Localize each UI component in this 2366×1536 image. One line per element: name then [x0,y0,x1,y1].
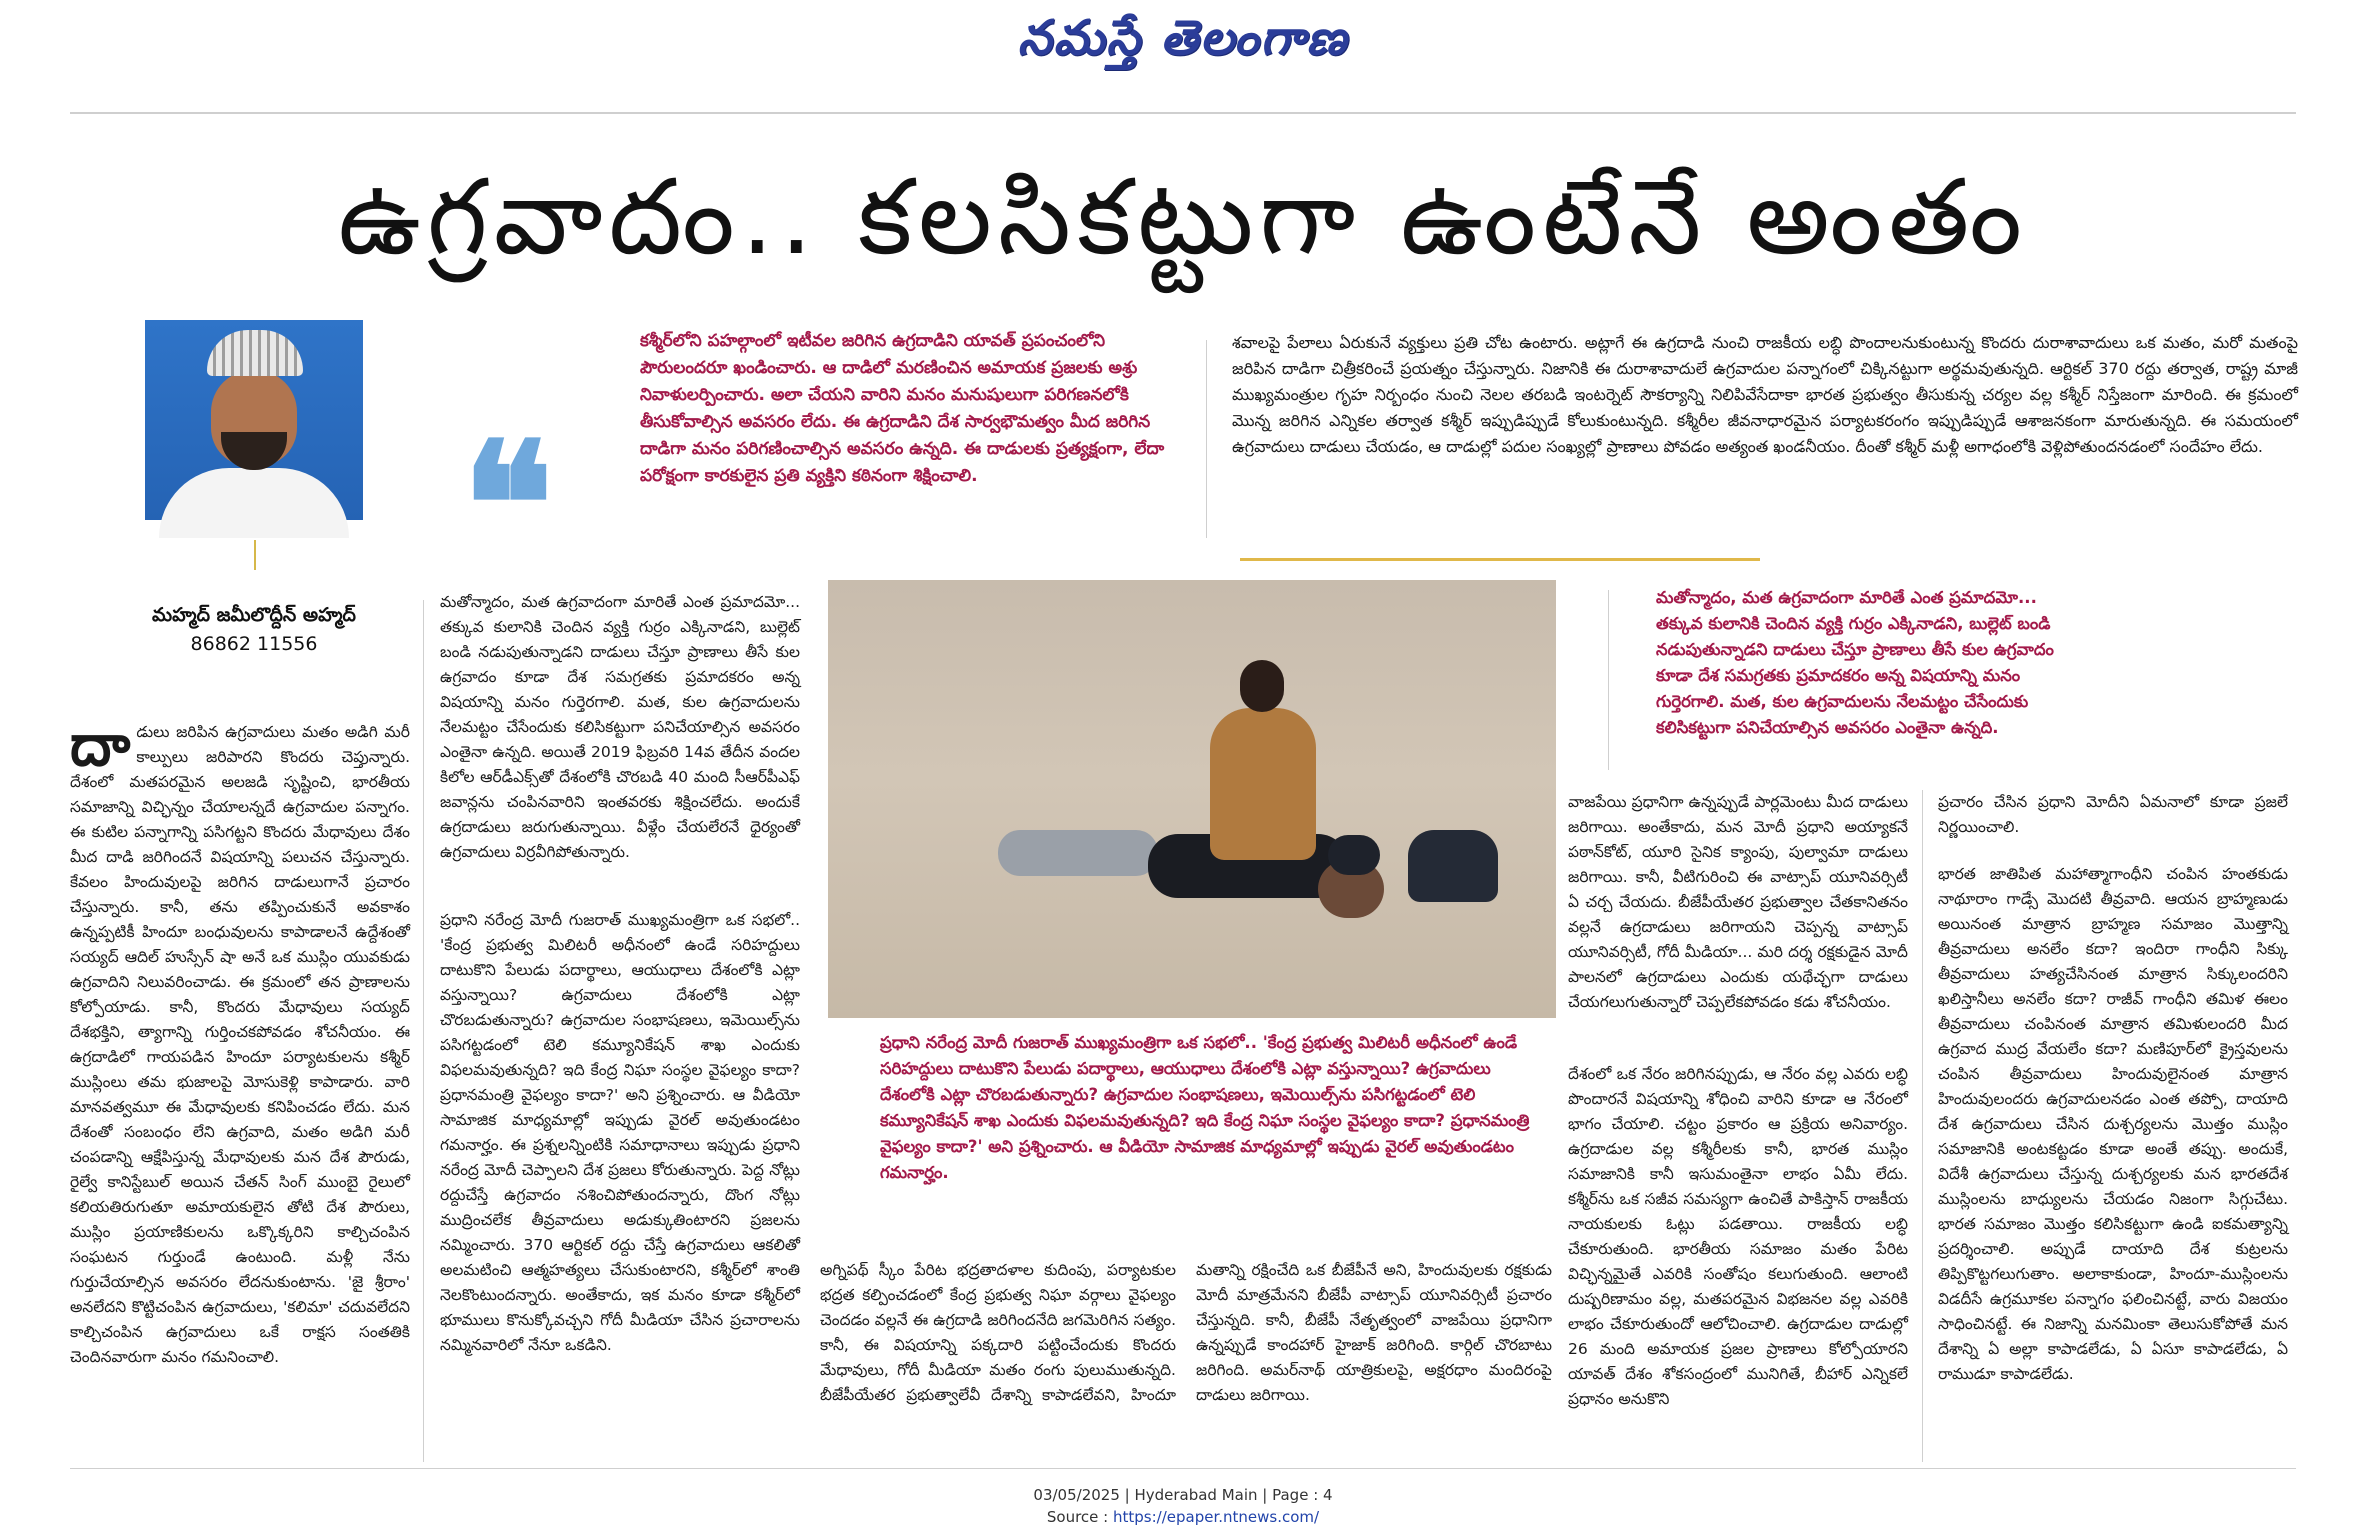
quote-marks-icon: ❝ [462,405,554,605]
footer-rule [70,1468,2296,1469]
news-photo [828,580,1556,1018]
column-4-para-2: దేశంలో ఒక నేరం జరిగినప్పుడు, ఆ నేరం వల్ల ఎవరు లబ్ధి పొందారనే విషయాన్ని శోధించి వారిని కూడా ఆ నేరంలో భాగం చేయాలి. చట్టం ప్రకారం ఆ ప్రక్రియ అనివార్యం. ఉగ్రదాడుల వల్ల కశ్మీరీలకు కానీ, భారత ముస్లిం సమాజానికి కానీ ఇసుమంతైనా లాభం ఏమీ లేదు. కశ్మీర్‌ను ఒక సజీవ సమస్యగా ఉంచితే పాకిస్తాన్ రాజకీయ నాయకులకు ఓట్లు పడతాయి. రాజకీయ లబ్ధి చేకూరుతుంది. భారతీయ సమాజం మతం పేరిట విచ్ఛిన్నమైతే ఎవరికి సంతోషం కలుగుతుంది. ఆలాంటి దుష్పరిణామం వల్ల, మతపరమైన విభజనల వల్ల ఎవరికి లాభం చేకూరుతుందో ఆలోచించాలి. ఉగ్రదాడుల దాడుల్లో 26 మంది అమాయక ప్రజల ప్రాణాలు కోల్పోయారని యావత్ దేశం శోకసంద్రంలో మునిగితే, బీహార్ ఎన్నికలే ప్రధానం అనుకొని [1568,1065,1908,1408]
column-divider [1922,790,1923,1462]
column-divider [1206,340,1207,538]
author-divider [254,540,256,570]
pull-quote-top: కశ్మీర్‌లోని పహల్గాంలో ఇటీవల జరిగిన ఉగ్రదాడిని యావత్ ప్రపంచంలోని పౌరులందరూ ఖండించారు. ఆ దాడిలో మరణించిన అమాయక ప్రజలకు అశ్రు నివాళులర్పించారు. అలా చేయని వారిని మనం మనుషులుగా పరిగణనలోకి తీసుకోవాల్సిన అవసరం లేదు. ఈ ఉగ్రదాడిని దేశ సార్వభౌమత్వం మీద జరిగిన దాడిగా మనం పరిగణించాల్సిన అవసరం ఉన్నది. ఈ దాడులకు ప్రత్యక్షంగా, లేదా పరోక్షంగా కారకులైన ప్రతి వ్యక్తిని కఠినంగా శిక్షించాలి. [640,331,1165,486]
column-1-body: డులు జరిపిన ఉగ్రవాదులు మతం అడిగి మరీ కాల్పులు జరిపారని కొందరు చెప్తున్నారు. దేశంలో మతపరమైన అలజడి సృష్టించి, భారతీయ సమాజాన్ని విచ్ఛిన్నం చేయాలన్నదే ఉగ్రవాదుల పన్నాగం. ఈ కుటిల పన్నాగాన్ని పసిగట్టని కొందరు మేధావులు దేశం మీద దాడి జరిగిందనే విషయాన్ని పలుచన చేస్తున్నారు. కేవలం హిందువులపై జరిగిన దాడులుగానే ప్రచారం చేస్తున్నారు. కానీ, తను తప్పించుకునే అవకాశం ఉన్నప్పటికీ హిందూ బంధువులను కాపాడాలనే ఉద్దేశంతో సయ్యద్ ఆదిల్ హుస్సేన్ షా అనే ఒక ముస్లిం యువకుడు ఉగ్రవాదిని నిలువరించాడు. ఈ క్రమంలో తన ప్రాణాలను కోల్పోయాడు. కానీ, కొందరు మేధావులు సయ్యద్ దేశభక్తిని, త్యాగాన్ని గుర్తించకపోవడం శోచనీయం. ఈ ఉగ్రదాడిలో గాయపడిన హిందూ పర్యాటకులను కశ్మీర్ ముస్లింలు తమ భుజాలపై మోసుకెళ్లి కాపాడారు. వారి మానవత్వమూ ఈ మేధావులకు కనిపించడం లేదు. మన దేశంతో సంబంధం లేని ఉగ్రవాది, మతం అడిగి మరీ చంపడాన్ని ఆక్షేపిస్తున్న మేధావులకు మన దేశ పౌరుడు, రైల్వే కానిస్టేబుల్ అయిన చేతన్ సింగ్ ముంబై రైలులో కలియతిరుగుతూ అమాయకులైన తోటి దేశ పౌరులు, ముస్లిం ప్రయాణికులను ఒక్కొక్కరిని కాల్చిచంపిన సంఘటన గుర్తుండే ఉంటుంది. మళ్లీ నేను గుర్తుచేయాల్సిన అవసరం లేదనుకుంటాను. 'జై శ్రీరాం' అనలేదని కొట్టిచంపిన ఉగ్రవాదులు, 'కలిమా' చదువలేదని కాల్చిచంపిన ఉగ్రవాదులు ఒకే రాక్షస సంతతికి చెందినవారుగా మనం గమనించాలి. [70,723,410,1366]
column-divider [1608,590,1609,770]
masthead-rule [70,112,2296,114]
headline: ఉగ్రవాదం.. కలసికట్టుగా ఉంటేనే అంతం [337,156,2029,278]
footer-dateline: 03/05/2025 | Hyderabad Main | Page : 4 [1033,1486,1333,1504]
masthead-logo: నమస్తే తెలంగాణ [1017,10,1349,66]
author-phone: 86862 11556 [190,633,318,655]
column-2-para-1: మతోన్మాదం, మత ఉగ్రవాదంగా మారితే ఎంత ప్రమాదమో... తక్కువ కులానికి చెందిన వ్యక్తి గుర్రం ఎక్కినాడని, బుల్లెట్ బండి నడుపుతున్నాడని దాడులు చేస్తూ ప్రాణాలు తీసే కుల ఉగ్రవాదం కూడా దేశ సమగ్రతకు ప్రమాదకరం అన్న విషయాన్ని మనం గుర్తెరగాలి. మత, కుల ఉగ్రవాదులను నేలమట్టం చేసేందుకు కలిసికట్టుగా పనిచేయాల్సిన అవసరం ఎంతైనా ఉన్నది. అయితే 2019 ఫిబ్రవరి 14వ తేదీన వందల కిలోల ఆర్‌డీఎక్స్‌తో దేశంలోకి చొరబడి 40 మంది సీఆర్‌పీఎఫ్ జవాన్లను చంపినవారిని ఇంతవరకు శిక్షించలేదు. అందుకే ఉగ్రదాడులు జరుగుతున్నాయి. వీళ్లేం చేయలేరనే ధైర్యంతో ఉగ్రవాదులు విర్రవీగిపోతున్నారు. [440,593,800,861]
column-2-para-2: ప్రధాని నరేంద్ర మోదీ గుజరాత్ ముఖ్యమంత్రిగా ఒక సభలో.. 'కేంద్ర ప్రభుత్వ మిలిటరీ అధీనంలో ఉండే సరిహద్దులు దాటుకొని పేలుడు పదార్థాలు, ఆయుధాలు దేశంలోకి ఎట్లా వస్తున్నాయి? ఉగ్రవాదులు దేశంలోకి ఎట్లా చొరబడుతున్నారు? ఉగ్రవాదుల సంభాషణలు, ఇమెయిల్స్‌ను పసిగట్టడంలో టెలి కమ్యూనికేషన్ శాఖ ఎందుకు విఫలమవుతున్నది? ఇది కేంద్ర నిఘా సంస్థల వైఫల్యం కాదా? ప్రధానమంత్రి వైఫల్యం కాదా?' అని ప్రశ్నించారు. ఆ వీడియో సామాజిక మాధ్యమాల్లో ఇప్పుడు వైరల్ అవుతుండటం గమనార్హం. ఈ ప్రశ్నలన్నింటికి సమాధానాలు ఇప్పుడు ప్రధాని నరేంద్ర మోదీ చెప్పాలని దేశ ప్రజలు కోరుతున్నారు. పెద్ద నోట్లు రద్దుచేస్తే ఉగ్రవాదం నశించిపోతుందన్నారు, దొంగ నోట్లు ముద్రించలేక తీవ్రవాదులు అడుక్కుతింటారని ప్రజలను నమ్మించారు. 370 ఆర్టికల్ రద్దు చేస్తే ఉగ్రవాదులు ఆకలితో అలమటించి ఆత్మహత్యలు చేసుకుంటారని, కశ్మీర్‌లో శాంతి నెలకొంటుందన్నారు. అంతేకాదు, ఇక మనం కూడా కశ్మీర్‌లో భూములు కొనుక్కోవచ్చని గోదీ మీడియా చేసిన ప్రచారాలను నమ్మినవారిలో నేనూ ఒకడిని. [440,911,800,1354]
footer-source-label: Source : [1046,1508,1113,1526]
pull-quote-right: మతోన్మాదం, మత ఉగ్రవాదంగా మారితే ఎంత ప్రమాదమో... తక్కువ కులానికి చెందిన వ్యక్తి గుర్రం ఎక్కినాడని, బుల్లెట్ బండి నడుపుతున్నాడని దాడులు చేస్తూ ప్రాణాలు తీసే కుల ఉగ్రవాదం కూడా దేశ సమగ్రతకు ప్రమాదకరం అన్న విషయాన్ని మనం గుర్తెరగాలి. మత, కుల ఉగ్రవాదులను నేలమట్టం చేసేందుకు కలిసికట్టుగా పనిచేయాల్సిన అవసరం ఎంతైనా ఉన్నది. [1656,588,2054,737]
author-name: మహ్మద్ జమీలొద్దీన్ అహ్మద్ [152,604,356,626]
footer-source [0,1508,2366,1526]
top-right-article-text: శవాలపై పేలాలు ఏరుకునే వ్యక్తులు ప్రతి చోట ఉంటారు. అట్లాగే ఈ ఉగ్రదాడి నుంచి రాజకీయ లబ్ధి పొందాలనుకుంటున్న కొందరు దురాశావాదులు ఒక మతం, మరో మతంపై జరిపిన దాడిగా చిత్రీకరించే ప్రయత్నం చేస్తున్నారు. నిజానికి ఈ దురాశావాదులే ఉగ్రవాదుల పన్నాగంలో చిక్కినట్టుగా అర్థమవుతున్నది. ఆర్టికల్ 370 రద్దు తర్వాత, రాష్ట్ర మాజీ ముఖ్యమంత్రుల గృహ నిర్బంధం నుంచి నెలల తరబడి ఇంటర్నెట్ సౌకర్యాన్ని నిలిపివేసేదాకా భారత ప్రభుత్వం తీసుకున్న చర్యల వల్ల కశ్మీర్ నిస్తేజంగా మారింది. ఈ క్రమంలో మొన్న జరిగిన ఎన్నికల తర్వాత కశ్మీర్ ఇప్పుడిప్పుడే కోలుకుంటున్నది. కశ్మీరీల జీవనాధారమైన పర్యాటకరంగం ఇప్పుడిప్పుడే ఆశాజనకంగా మారుతున్నది. ఈ సమయంలో ఉగ్రవాదులు దాడులు చేయడం, ఆ దాడుల్లో పదుల సంఖ్యల్లో ప్రాణాలు పోవడం అత్యంత ఖండనీయం. దీంతో కశ్మీర్ మళ్లీ అగాధంలోకి వెళ్లిపోతుందనడంలో సందేహం లేదు. [1232,333,2298,456]
footer-source-link[interactable]: https://epaper.ntnews.com/ [1113,1508,1320,1526]
drop-cap: దా [70,711,131,779]
author-photo [145,320,363,520]
column-4-para-1: వాజపేయి ప్రధానిగా ఉన్నప్పుడే పార్లమెంటు మీద దాడులు జరిగాయి. అంతేకాదు, మన మోదీ ప్రధాని అయ్యాకనే పఠాన్‌కోట్, యూరి సైనిక క్యాంపు, పుల్వామా దాడులు జరిగాయి. కానీ, వీటిగురించి ఈ వాట్సాప్ యూనివర్సిటీ ఏ చర్చ చేయదు. బీజేపీయేతర ప్రభుత్వాల చేతకానితనం వల్లనే ఉగ్రదాడులు జరిగాయని చెప్పన్న వాట్సాప్ యూనివర్సిటీ, గోదీ మీడియా... మరి దర్శ రక్షకుడైన మోదీ పాలనలో ఉగ్రదాడులు ఎందుకు యథేచ్ఛగా దాడులు చేయగలుగుతున్నారో చెప్పలేకపోవడం కడు శోచనీయం. [1568,793,1908,1011]
image-caption-quote: ప్రధాని నరేంద్ర మోదీ గుజరాత్ ముఖ్యమంత్రిగా ఒక సభలో.. 'కేంద్ర ప్రభుత్వ మిలిటరీ అధీనంలో ఉండే సరిహద్దులు దాటుకొని పేలుడు పదార్థాలు, ఆయుధాలు దేశంలోకి ఎట్లా వస్తున్నాయి? ఉగ్రవాదులు దేశంలోకి ఎట్లా చొరబడుతున్నారు? ఉగ్రవాదుల సంభాషణలు, ఇమెయిల్స్‌ను పసిగట్టడంలో టెలి కమ్యూనికేషన్ శాఖ ఎందుకు విఫలమవుతున్నది? ఇది కేంద్ర నిఘా సంస్థల వైఫల్యం కాదా? ప్రధానమంత్రి వైఫల్యం కాదా?' అని ప్రశ్నించారు. ఆ వీడియో సామాజిక మాధ్యమాల్లో ఇప్పుడు వైరల్ అవుతుండటం గమనార్హం. [880,1033,1530,1182]
column-5-para-2: భారత జాతిపిత మహాత్మాగాంధీని చంపిన హంతకుడు నాథూరాం గాడ్సే మొదటి తీవ్రవాది. ఆయన బ్రాహ్మణుడు అయినంత మాత్రాన బ్రాహ్మణ సమాజం మొత్తాన్ని తీవ్రవాదులు అనలేం కదా? ఇందిరా గాంధీని సిక్కు తీవ్రవాదులు హత్యచేసినంత మాత్రాన సిక్కులందరిని ఖలిస్తానీలు అనలేం కదా? రాజీవ్ గాంధీని తమిళ ఈలం తీవ్రవాదులు చంపినంత మాత్రాన తమిళులందరి మీద ఉగ్రవాద ముద్ర వేయలేం కదా? మణిపూర్‌లో క్రైస్తవులను చంపిన తీవ్రవాదులు హిందువులైనంత మాత్రాన హిందువులందరు ఉగ్రవాదులనడం ఎంత తప్పో, దాయాది దేశ ఉగ్రవాదులు చేసిన దుశ్చర్యలను మొత్తం ముస్లిం సమాజానికి అంటకట్టడం కూడా అంతే తప్పు. అందుకే, విదేశీ ఉగ్రవాదులు చేస్తున్న దుశ్చర్యలకు మన భారతదేశ ముస్లింలను బాధ్యులను చేయడం నిజంగా సిగ్గుచేటు. భారత సమాజం మొత్తం కలిసికట్టుగా ఉండి ఐకమత్యాన్ని ప్రదర్శించాలి. అప్పుడే దాయాది దేశ కుట్రలను తిప్పికొట్టగలుగుతాం. అలాకాకుండా, హిందూ-ముస్లింలను విడదీసే ఉగ్రమూకల పన్నాగం ఫలించినట్టే, వారు విజయం సాధించినట్టే. ఈ నిజాన్ని మనమింకా తెలుసుకోపోతే మన దేశాన్ని ఏ అల్లా కాపాడలేడు, ఏ ఏసూ కాపాడలేడు, ఏ రాముడూ కాపాడలేడు. [1938,865,2288,1383]
column-5-para-1: ప్రచారం చేసిన ప్రధాని మోదీని ఏమనాలో కూడా ప్రజలే నిర్ణయించాలి. [1938,793,2288,836]
column-3-lower-text: అగ్నిపథ్ స్కీం పేరిట భద్రతాదళాల కుదింపు, పర్యాటకుల భద్రత కల్పించడంలో కేంద్ర ప్రభుత్వ నిఘా వర్గాలు వైఫల్యం చెందడం వల్లనే ఈ ఉగ్రదాడి జరిగిందనేది జగమెరిగిన సత్యం. కానీ, ఈ విషయాన్ని పక్కదారి పట్టించేందుకు కొందరు మేధావులు, గోదీ మీడియా మతం రంగు పులుముతున్నది. బీజేపీయేతర ప్రభుత్వాలేవీ దేశాన్ని కాపాడలేవని, హిందూ మతాన్ని రక్షించేది ఒక బీజేపీనే అని, హిందువులకు రక్షకుడు మోదీ మాత్రమేనని బీజేపీ వాట్సాప్ యూనివర్సిటీ ప్రచారం చేస్తున్నది. కానీ, బీజేపీ నేతృత్వంలో వాజపేయి ప్రధానిగా ఉన్నప్పుడే కాందహార్ హైజాక్ జరిగింది. కార్గిల్ చొరబాటు జరిగింది. అమర్‌నాథ్ యాత్రికులపై, అక్షరధాం మందిరంపై దాడులు జరిగాయి. [820,1261,1552,1404]
column-1-text [70,711,410,1462]
accent-rule [1240,558,1760,561]
column-divider [423,600,424,1462]
